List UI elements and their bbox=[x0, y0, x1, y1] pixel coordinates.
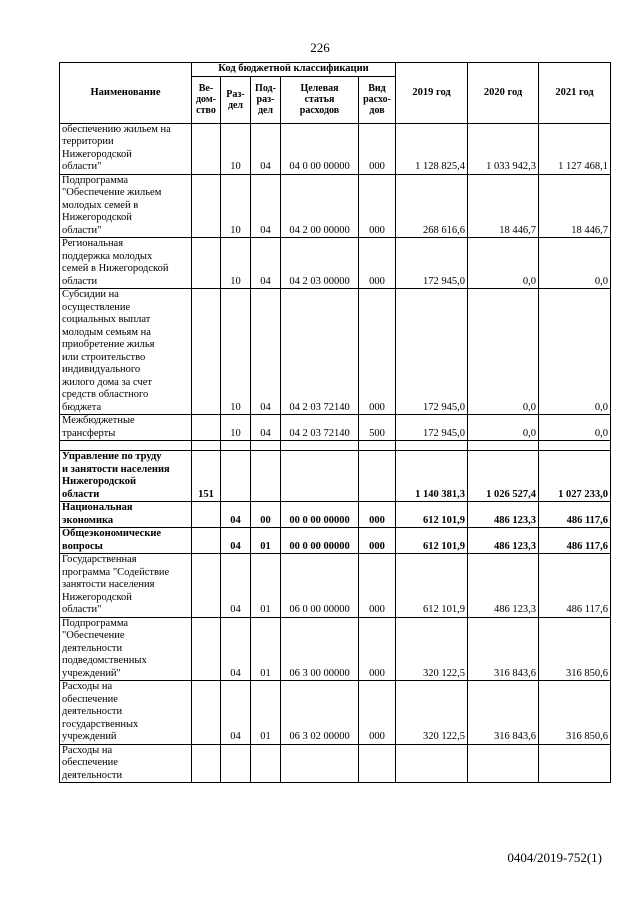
row-value-2020: 1 026 527,4 bbox=[468, 451, 539, 502]
row-name: Общеэкономические вопросы bbox=[60, 528, 192, 554]
row-vedomstvo bbox=[192, 415, 221, 441]
row-value-2019 bbox=[396, 744, 468, 783]
header-classification-group: Код бюджетной классификации bbox=[192, 63, 396, 77]
spacer-cell bbox=[396, 441, 468, 451]
row-razdel: 10 bbox=[221, 415, 251, 441]
row-podrazdel: 04 bbox=[251, 289, 281, 415]
row-value-2021: 0,0 bbox=[539, 415, 611, 441]
table-body bbox=[60, 123, 611, 783]
row-vedomstvo bbox=[192, 238, 221, 289]
row-name: Государственная программа "Содействие занятости населения Нижегородской области" bbox=[60, 554, 192, 618]
row-vid-rashodov: 000 bbox=[359, 174, 396, 238]
table-row bbox=[60, 123, 611, 174]
row-value-2021: 486 117,6 bbox=[539, 502, 611, 528]
row-razdel: 10 bbox=[221, 289, 251, 415]
table-row bbox=[60, 238, 611, 289]
row-razdel bbox=[221, 451, 251, 502]
row-razdel: 10 bbox=[221, 174, 251, 238]
spacer-cell bbox=[251, 441, 281, 451]
row-value-2020: 486 123,3 bbox=[468, 554, 539, 618]
budget-table bbox=[59, 62, 611, 783]
row-celevaya-statya: 04 0 00 00000 bbox=[281, 123, 359, 174]
row-vid-rashodov: 500 bbox=[359, 415, 396, 441]
row-value-2020: 0,0 bbox=[468, 238, 539, 289]
row-value-2019: 1 128 825,4 bbox=[396, 123, 468, 174]
row-value-2019: 612 101,9 bbox=[396, 502, 468, 528]
row-name: Расходы на обеспечение деятельности государственных учреждений bbox=[60, 681, 192, 745]
spacer-cell bbox=[359, 441, 396, 451]
row-name: Межбюджетные трансферты bbox=[60, 415, 192, 441]
row-vid-rashodov: 000 bbox=[359, 554, 396, 618]
row-razdel: 04 bbox=[221, 502, 251, 528]
row-name: обеспечению жильем на территории Нижегородской области" bbox=[60, 123, 192, 174]
row-value-2019: 172 945,0 bbox=[396, 289, 468, 415]
row-podrazdel: 01 bbox=[251, 528, 281, 554]
table-row bbox=[60, 289, 611, 415]
row-podrazdel: 01 bbox=[251, 617, 281, 681]
row-value-2021: 486 117,6 bbox=[539, 528, 611, 554]
row-vid-rashodov: 000 bbox=[359, 238, 396, 289]
row-celevaya-statya: 00 0 00 00000 bbox=[281, 528, 359, 554]
row-value-2021: 0,0 bbox=[539, 238, 611, 289]
row-podrazdel: 04 bbox=[251, 174, 281, 238]
row-name: Расходы на обеспечение деятельности bbox=[60, 744, 192, 783]
row-value-2019: 1 140 381,3 bbox=[396, 451, 468, 502]
header-row-group bbox=[60, 63, 611, 77]
row-celevaya-statya: 04 2 00 00000 bbox=[281, 174, 359, 238]
table-row bbox=[60, 744, 611, 783]
row-vedomstvo bbox=[192, 174, 221, 238]
table-row bbox=[60, 415, 611, 441]
row-celevaya-statya: 06 3 00 00000 bbox=[281, 617, 359, 681]
row-celevaya-statya: 04 2 03 00000 bbox=[281, 238, 359, 289]
table-row bbox=[60, 528, 611, 554]
row-vedomstvo: 151 bbox=[192, 451, 221, 502]
row-vid-rashodov: 000 bbox=[359, 502, 396, 528]
row-value-2021: 1 027 233,0 bbox=[539, 451, 611, 502]
row-razdel: 10 bbox=[221, 238, 251, 289]
row-value-2019: 612 101,9 bbox=[396, 528, 468, 554]
row-podrazdel: 04 bbox=[251, 415, 281, 441]
row-value-2020: 0,0 bbox=[468, 415, 539, 441]
row-celevaya-statya: 06 0 00 00000 bbox=[281, 554, 359, 618]
row-celevaya-statya: 06 3 02 00000 bbox=[281, 681, 359, 745]
page-number: 226 bbox=[310, 40, 330, 55]
row-value-2021: 1 127 468,1 bbox=[539, 123, 611, 174]
row-vedomstvo bbox=[192, 744, 221, 783]
row-podrazdel: 04 bbox=[251, 238, 281, 289]
row-value-2019: 320 122,5 bbox=[396, 681, 468, 745]
row-vedomstvo bbox=[192, 289, 221, 415]
row-celevaya-statya: 04 2 03 72140 bbox=[281, 415, 359, 441]
row-podrazdel: 01 bbox=[251, 681, 281, 745]
row-razdel: 04 bbox=[221, 617, 251, 681]
row-razdel: 04 bbox=[221, 528, 251, 554]
spacer-cell bbox=[192, 441, 221, 451]
row-name: Национальная экономика bbox=[60, 502, 192, 528]
row-value-2021: 486 117,6 bbox=[539, 554, 611, 618]
spacer-cell bbox=[221, 441, 251, 451]
row-vid-rashodov: 000 bbox=[359, 681, 396, 745]
document-code: 0404/2019-752(1) bbox=[507, 850, 602, 865]
row-podrazdel: 00 bbox=[251, 502, 281, 528]
row-value-2021: 316 850,6 bbox=[539, 617, 611, 681]
row-vid-rashodov bbox=[359, 744, 396, 783]
row-razdel bbox=[221, 744, 251, 783]
row-podrazdel bbox=[251, 744, 281, 783]
row-value-2020: 486 123,3 bbox=[468, 528, 539, 554]
row-celevaya-statya bbox=[281, 744, 359, 783]
row-value-2020: 316 843,6 bbox=[468, 617, 539, 681]
header-razdel: Раз- дел bbox=[221, 76, 251, 123]
spacer-row bbox=[60, 441, 611, 451]
row-podrazdel bbox=[251, 451, 281, 502]
row-value-2020: 316 843,6 bbox=[468, 681, 539, 745]
table-row bbox=[60, 502, 611, 528]
row-value-2021: 18 446,7 bbox=[539, 174, 611, 238]
row-razdel: 10 bbox=[221, 123, 251, 174]
row-vedomstvo bbox=[192, 681, 221, 745]
header-podrazdel: Под- раз- дел bbox=[251, 76, 281, 123]
row-vedomstvo bbox=[192, 502, 221, 528]
row-value-2019: 320 122,5 bbox=[396, 617, 468, 681]
row-vid-rashodov: 000 bbox=[359, 123, 396, 174]
table-row bbox=[60, 174, 611, 238]
row-vedomstvo bbox=[192, 123, 221, 174]
header-2020: 2020 год bbox=[468, 63, 539, 124]
table-row bbox=[60, 554, 611, 618]
table-row bbox=[60, 451, 611, 502]
row-celevaya-statya bbox=[281, 451, 359, 502]
table-row bbox=[60, 681, 611, 745]
row-vid-rashodov: 000 bbox=[359, 528, 396, 554]
row-vedomstvo bbox=[192, 554, 221, 618]
row-value-2019: 612 101,9 bbox=[396, 554, 468, 618]
row-name: Подпрограмма "Обеспечение жильем молодых семей в Нижегородской области" bbox=[60, 174, 192, 238]
header-name: Наименование bbox=[60, 63, 192, 124]
spacer-cell bbox=[539, 441, 611, 451]
row-razdel: 04 bbox=[221, 681, 251, 745]
row-value-2021 bbox=[539, 744, 611, 783]
row-podrazdel: 04 bbox=[251, 123, 281, 174]
row-value-2021: 316 850,6 bbox=[539, 681, 611, 745]
header-vedomstvo: Ве- дом- ство bbox=[192, 76, 221, 123]
row-value-2020: 0,0 bbox=[468, 289, 539, 415]
row-value-2019: 172 945,0 bbox=[396, 238, 468, 289]
row-vedomstvo bbox=[192, 617, 221, 681]
spacer-cell bbox=[60, 441, 192, 451]
row-vid-rashodov: 000 bbox=[359, 289, 396, 415]
row-value-2020: 18 446,7 bbox=[468, 174, 539, 238]
row-value-2020: 486 123,3 bbox=[468, 502, 539, 528]
row-name: Региональная поддержка молодых семей в Нижегородской области bbox=[60, 238, 192, 289]
row-podrazdel: 01 bbox=[251, 554, 281, 618]
row-vid-rashodov bbox=[359, 451, 396, 502]
header-2021: 2021 год bbox=[539, 63, 611, 124]
header-vid-rashodov: Вид расхо- дов bbox=[359, 76, 396, 123]
spacer-cell bbox=[468, 441, 539, 451]
row-vid-rashodov: 000 bbox=[359, 617, 396, 681]
header-celevaya-statya: Целевая статья расходов bbox=[281, 76, 359, 123]
row-razdel: 04 bbox=[221, 554, 251, 618]
row-vedomstvo bbox=[192, 528, 221, 554]
table-row bbox=[60, 617, 611, 681]
header-2019: 2019 год bbox=[396, 63, 468, 124]
row-value-2019: 172 945,0 bbox=[396, 415, 468, 441]
row-celevaya-statya: 00 0 00 00000 bbox=[281, 502, 359, 528]
spacer-cell bbox=[281, 441, 359, 451]
row-celevaya-statya: 04 2 03 72140 bbox=[281, 289, 359, 415]
row-value-2019: 268 616,6 bbox=[396, 174, 468, 238]
row-value-2020 bbox=[468, 744, 539, 783]
row-name: Управление по труду и занятости населения Нижегородской области bbox=[60, 451, 192, 502]
row-name: Субсидии на осуществление социальных выплат молодым семьям на приобретение жилья или строительство индивидуального жилого дома за счет средств областного бюджета bbox=[60, 289, 192, 415]
row-value-2021: 0,0 bbox=[539, 289, 611, 415]
row-name: Подпрограмма "Обеспечение деятельности подведомственных учреждений" bbox=[60, 617, 192, 681]
row-value-2020: 1 033 942,3 bbox=[468, 123, 539, 174]
